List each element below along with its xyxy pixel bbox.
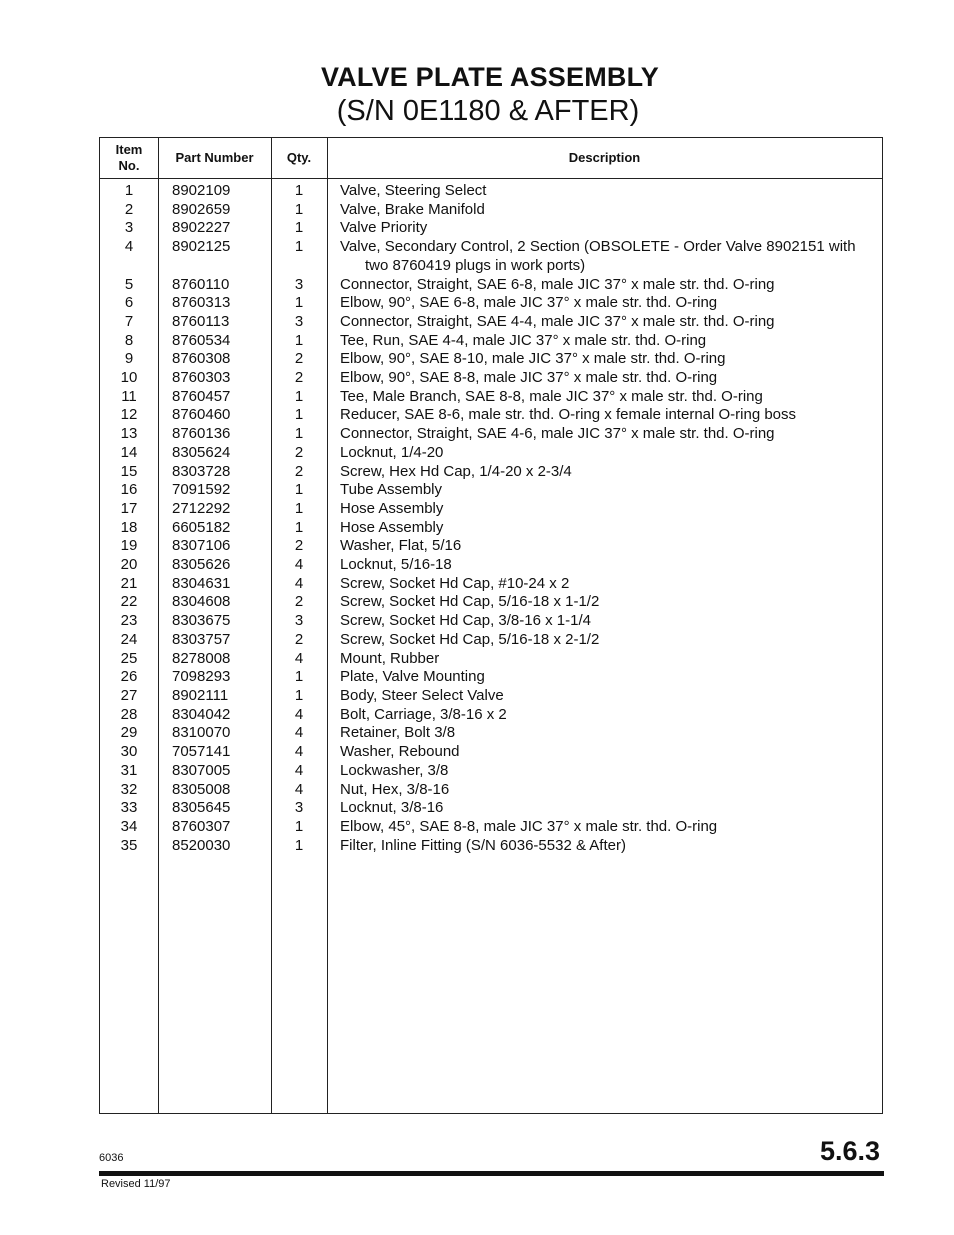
quantity: 1 bbox=[294, 686, 304, 704]
table-row bbox=[100, 668, 882, 687]
quantity: 4 bbox=[294, 705, 304, 723]
table-row bbox=[100, 612, 882, 631]
item-number: 16 bbox=[120, 481, 138, 499]
part-number: 8760303 bbox=[172, 369, 231, 387]
header-qty: Qty. bbox=[286, 150, 312, 165]
table-row bbox=[100, 238, 882, 275]
item-number: 11 bbox=[121, 387, 137, 405]
description-line: Screw, Socket Hd Cap, 3/8-16 x 1-1/4 bbox=[340, 612, 591, 630]
description-line: Valve, Steering Select bbox=[340, 182, 487, 199]
quantity: 1 bbox=[294, 499, 304, 517]
table-row bbox=[100, 593, 882, 612]
description bbox=[327, 650, 882, 669]
part-number: 7098293 bbox=[172, 668, 231, 686]
description-line: Screw, Socket Hd Cap, 5/16-18 x 1-1/2 bbox=[340, 593, 600, 611]
quantity: 1 bbox=[294, 294, 304, 312]
header-part-number: Part Number bbox=[175, 150, 254, 165]
table-row bbox=[100, 537, 882, 556]
part-number: 8278008 bbox=[172, 649, 231, 667]
table-row bbox=[100, 332, 882, 351]
description-line: Screw, Socket Hd Cap, 5/16-18 x 2-1/2 bbox=[340, 630, 600, 648]
quantity: 1 bbox=[294, 518, 304, 536]
description bbox=[327, 724, 882, 743]
description bbox=[327, 388, 882, 407]
page-title: VALVE PLATE ASSEMBLY bbox=[320, 62, 660, 92]
description-line: Valve, Secondary Control, 2 Section (OBSOLETE - Order Valve 8902151 with bbox=[340, 238, 856, 256]
item-number: 12 bbox=[120, 406, 138, 424]
part-number: 8304608 bbox=[172, 593, 231, 611]
description bbox=[327, 593, 882, 612]
item-number: 14 bbox=[120, 443, 138, 461]
table-row bbox=[100, 631, 882, 650]
part-number: 8305626 bbox=[172, 556, 231, 574]
table-row bbox=[100, 650, 882, 669]
item-number: 26 bbox=[120, 668, 138, 686]
quantity: 3 bbox=[294, 312, 304, 330]
item-number: 21 bbox=[120, 574, 138, 592]
part-number: 8303728 bbox=[172, 462, 231, 480]
item-number: 20 bbox=[120, 556, 138, 574]
page-subtitle: (S/N 0E1180 & AFTER) bbox=[336, 95, 640, 127]
description bbox=[327, 781, 882, 800]
description bbox=[327, 799, 882, 818]
description-line: Body, Steer Select Valve bbox=[340, 686, 504, 704]
part-number: 8760313 bbox=[172, 294, 231, 312]
description-line: Screw, Hex Hd Cap, 1/4-20 x 2-3/4 bbox=[340, 462, 572, 480]
quantity: 1 bbox=[294, 836, 304, 854]
quantity: 4 bbox=[294, 761, 304, 779]
revised-date: Revised 11/97 bbox=[101, 1178, 171, 1190]
description-line: Locknut, 3/8-16 bbox=[340, 799, 444, 817]
description-line: Plate, Valve Mounting bbox=[340, 668, 485, 686]
table-row bbox=[100, 406, 882, 425]
document-number: 6036 bbox=[99, 1152, 124, 1164]
part-number: 8310070 bbox=[172, 724, 231, 742]
description-line: Screw, Socket Hd Cap, #10-24 x 2 bbox=[340, 574, 570, 592]
part-number: 8307106 bbox=[172, 537, 231, 555]
description-line: Elbow, 90°, SAE 8-10, male JIC 37° x male str. thd. O-ring bbox=[340, 350, 726, 368]
quantity: 1 bbox=[294, 817, 304, 835]
part-number: 8304042 bbox=[172, 705, 231, 723]
description-line: Washer, Rebound bbox=[340, 743, 460, 761]
description bbox=[327, 313, 882, 332]
quantity: 1 bbox=[294, 200, 304, 218]
part-number: 8305645 bbox=[172, 799, 231, 817]
table-row bbox=[100, 425, 882, 444]
part-number: 7057141 bbox=[172, 743, 231, 761]
item-number: 5 bbox=[124, 275, 134, 293]
description-line: Connector, Straight, SAE 6-8, male JIC 37° x male str. thd. O-ring bbox=[340, 275, 775, 293]
description bbox=[327, 631, 882, 650]
description bbox=[327, 406, 882, 425]
part-number: 8304631 bbox=[172, 574, 231, 592]
table-row bbox=[100, 818, 882, 837]
description bbox=[327, 762, 882, 781]
table-row bbox=[100, 781, 882, 800]
quantity: 1 bbox=[294, 481, 304, 499]
description-line: Bolt, Carriage, 3/8-16 x 2 bbox=[340, 705, 507, 723]
part-number: 8303757 bbox=[172, 630, 231, 648]
quantity: 2 bbox=[294, 462, 304, 480]
part-number: 8760113 bbox=[172, 312, 230, 330]
header-description: Description bbox=[568, 150, 641, 165]
description bbox=[327, 238, 882, 275]
item-number: 22 bbox=[120, 593, 138, 611]
quantity: 1 bbox=[294, 425, 304, 443]
description bbox=[327, 743, 882, 762]
quantity: 2 bbox=[294, 593, 304, 611]
description bbox=[327, 500, 882, 519]
table-row bbox=[100, 743, 882, 762]
quantity: 2 bbox=[294, 630, 304, 648]
item-number: 34 bbox=[120, 817, 138, 835]
description-line: Hose Assembly bbox=[340, 518, 444, 536]
header-item-no bbox=[100, 138, 158, 178]
quantity: 3 bbox=[294, 612, 304, 630]
description bbox=[327, 481, 882, 500]
table-row bbox=[100, 463, 882, 482]
quantity: 1 bbox=[294, 387, 304, 405]
table-row bbox=[100, 687, 882, 706]
part-number: 8902227 bbox=[172, 219, 231, 237]
item-number: 31 bbox=[120, 761, 138, 779]
footer-rule bbox=[99, 1171, 884, 1176]
item-number: 17 bbox=[120, 499, 138, 517]
item-number: 24 bbox=[120, 630, 138, 648]
description bbox=[327, 519, 882, 538]
quantity: 1 bbox=[294, 406, 304, 424]
description bbox=[327, 575, 882, 594]
quantity: 3 bbox=[294, 799, 304, 817]
item-number: 28 bbox=[120, 705, 138, 723]
item-number: 10 bbox=[120, 369, 138, 387]
part-number: 8760460 bbox=[172, 406, 231, 424]
item-number: 23 bbox=[120, 612, 138, 630]
table-row bbox=[100, 481, 882, 500]
item-number: 2 bbox=[124, 200, 134, 218]
description bbox=[327, 818, 882, 837]
description-line: Tee, Male Branch, SAE 8-8, male JIC 37° x male str. thd. O-ring bbox=[340, 387, 763, 405]
item-number: 9 bbox=[124, 350, 134, 368]
description-line: Connector, Straight, SAE 4-6, male JIC 37° x male str. thd. O-ring bbox=[340, 425, 775, 443]
quantity: 1 bbox=[294, 219, 304, 237]
table-row bbox=[100, 762, 882, 781]
description-line: Elbow, 45°, SAE 8-8, male JIC 37° x male str. thd. O-ring bbox=[340, 817, 718, 835]
part-number: 8760307 bbox=[172, 817, 231, 835]
table-row bbox=[100, 294, 882, 313]
item-number: 4 bbox=[124, 238, 134, 256]
quantity: 2 bbox=[294, 350, 304, 368]
table-row bbox=[100, 444, 882, 463]
part-number: 8760457 bbox=[172, 387, 231, 405]
quantity: 2 bbox=[294, 443, 304, 461]
description-line: Tube Assembly bbox=[340, 481, 442, 499]
part-number: 8760534 bbox=[172, 331, 231, 349]
table-row bbox=[100, 724, 882, 743]
table-row bbox=[100, 369, 882, 388]
table-body bbox=[100, 182, 882, 855]
table-row bbox=[100, 500, 882, 519]
description bbox=[327, 687, 882, 706]
description-line: Valve Priority bbox=[340, 219, 428, 237]
description bbox=[327, 332, 882, 351]
description-line: Lockwasher, 3/8 bbox=[340, 761, 449, 779]
item-number: 30 bbox=[120, 743, 138, 761]
quantity: 4 bbox=[294, 743, 304, 761]
description-line: Connector, Straight, SAE 4-4, male JIC 37° x male str. thd. O-ring bbox=[340, 312, 775, 330]
description bbox=[327, 219, 882, 238]
part-number: 6605182 bbox=[172, 518, 231, 536]
item-number: 33 bbox=[120, 799, 138, 817]
table-row bbox=[100, 182, 882, 201]
quantity: 2 bbox=[294, 369, 304, 387]
part-number: 8760308 bbox=[172, 350, 231, 368]
description bbox=[327, 444, 882, 463]
part-number: 8760136 bbox=[172, 425, 231, 443]
item-number: 27 bbox=[120, 686, 138, 704]
part-number: 8305624 bbox=[172, 443, 231, 461]
description-line: Filter, Inline Fitting (S/N 6036-5532 & After) bbox=[340, 836, 626, 854]
parts-table bbox=[99, 137, 883, 1114]
description-line: Reducer, SAE 8-6, male str. thd. O-ring x female internal O-ring boss bbox=[340, 406, 797, 424]
item-number: 35 bbox=[120, 836, 138, 854]
part-number: 8307005 bbox=[172, 761, 231, 779]
quantity: 4 bbox=[294, 556, 304, 574]
description bbox=[327, 425, 882, 444]
table-row bbox=[100, 350, 882, 369]
quantity: 4 bbox=[294, 649, 304, 667]
part-number: 8902111 bbox=[172, 686, 229, 704]
quantity: 2 bbox=[294, 537, 304, 555]
table-row bbox=[100, 388, 882, 407]
quantity: 1 bbox=[294, 331, 304, 349]
table-row bbox=[100, 799, 882, 818]
table-row bbox=[100, 556, 882, 575]
description-line: Retainer, Bolt 3/8 bbox=[340, 724, 456, 742]
item-number: 8 bbox=[124, 331, 134, 349]
table-row bbox=[100, 837, 882, 856]
description bbox=[327, 706, 882, 725]
description-line: Tee, Run, SAE 4-4, male JIC 37° x male str. thd. O-ring bbox=[340, 331, 707, 349]
description-line: Locknut, 5/16-18 bbox=[340, 556, 452, 574]
item-number: 3 bbox=[124, 219, 134, 237]
description bbox=[327, 612, 882, 631]
description bbox=[327, 276, 882, 295]
table-row bbox=[100, 706, 882, 725]
description-line: Valve, Brake Manifold bbox=[340, 200, 485, 218]
quantity: 4 bbox=[294, 574, 304, 592]
item-number: 18 bbox=[120, 518, 138, 536]
description bbox=[327, 463, 882, 482]
description-line: Elbow, 90°, SAE 6-8, male JIC 37° x male str. thd. O-ring bbox=[340, 294, 718, 312]
table-row bbox=[100, 201, 882, 220]
description bbox=[327, 537, 882, 556]
quantity: 4 bbox=[294, 780, 304, 798]
item-number: 1 bbox=[124, 182, 134, 199]
part-number: 8760110 bbox=[172, 275, 230, 293]
part-number: 7091592 bbox=[172, 481, 231, 499]
quantity: 3 bbox=[294, 275, 304, 293]
header-item-line1: Item bbox=[115, 142, 143, 157]
description-line: Locknut, 1/4-20 bbox=[340, 443, 444, 461]
part-number: 8303675 bbox=[172, 612, 231, 630]
item-number: 29 bbox=[120, 724, 138, 742]
part-number: 8305008 bbox=[172, 780, 231, 798]
table-row bbox=[100, 575, 882, 594]
table-row bbox=[100, 313, 882, 332]
description-line: Nut, Hex, 3/8-16 bbox=[340, 780, 450, 798]
item-number: 6 bbox=[124, 294, 134, 312]
description-line: Mount, Rubber bbox=[340, 649, 440, 667]
item-number: 32 bbox=[120, 780, 138, 798]
item-number: 13 bbox=[120, 425, 138, 443]
description bbox=[327, 201, 882, 220]
header-item-line2: No. bbox=[118, 158, 140, 173]
part-number: 8902125 bbox=[172, 238, 231, 256]
quantity: 1 bbox=[294, 238, 304, 256]
description bbox=[327, 294, 882, 313]
description bbox=[327, 350, 882, 369]
table-row bbox=[100, 219, 882, 238]
description bbox=[327, 556, 882, 575]
section-number: 5.6.3 bbox=[819, 1136, 880, 1166]
description bbox=[327, 668, 882, 687]
description-line: Washer, Flat, 5/16 bbox=[340, 537, 462, 555]
item-number: 25 bbox=[120, 649, 138, 667]
description-continuation: two 8760419 plugs in work ports) bbox=[365, 256, 586, 274]
description bbox=[327, 369, 882, 388]
table-row bbox=[100, 519, 882, 538]
item-number: 7 bbox=[124, 312, 134, 330]
description bbox=[327, 837, 882, 856]
quantity: 4 bbox=[294, 724, 304, 742]
description bbox=[327, 182, 882, 201]
part-number: 8902659 bbox=[172, 200, 231, 218]
part-number: 2712292 bbox=[172, 499, 231, 517]
table-row bbox=[100, 276, 882, 295]
header-divider bbox=[100, 178, 882, 179]
part-number: 8520030 bbox=[172, 836, 231, 854]
part-number: 8902109 bbox=[172, 182, 231, 199]
quantity: 1 bbox=[294, 668, 304, 686]
quantity: 1 bbox=[294, 182, 304, 199]
description-line: Elbow, 90°, SAE 8-8, male JIC 37° x male str. thd. O-ring bbox=[340, 369, 718, 387]
item-number: 19 bbox=[120, 537, 138, 555]
description-line: Hose Assembly bbox=[340, 499, 444, 517]
item-number: 15 bbox=[120, 462, 138, 480]
